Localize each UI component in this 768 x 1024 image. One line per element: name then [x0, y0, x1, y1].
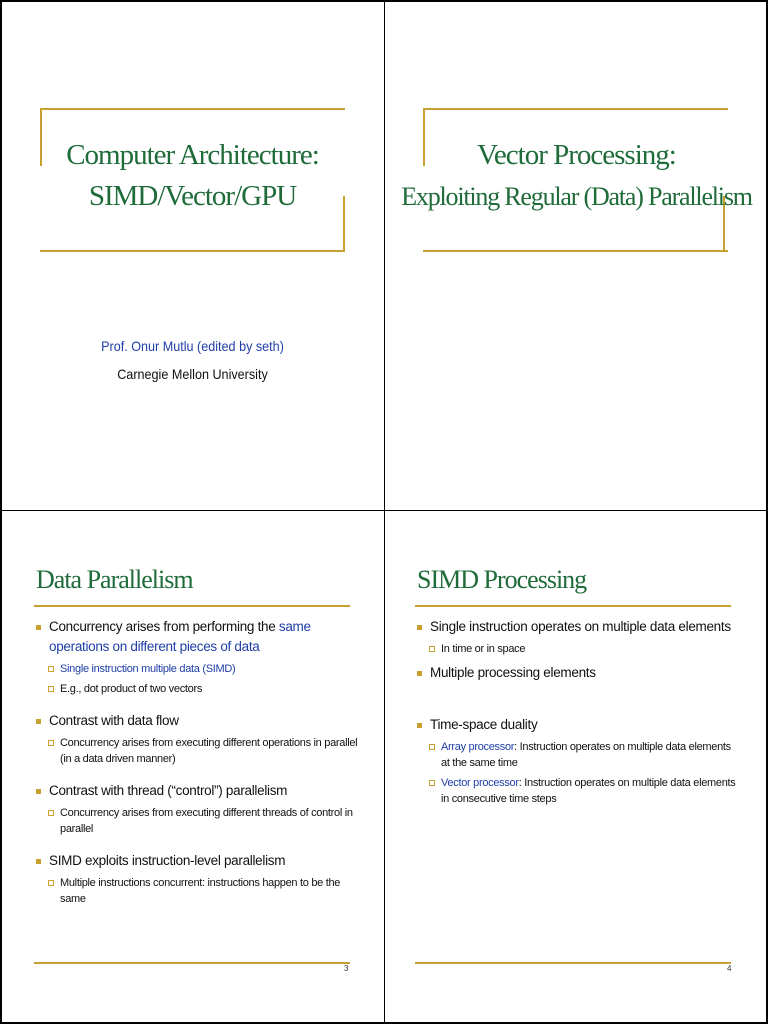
slide-3-data-parallelism — [0, 511, 385, 1024]
university-name: Carnegie Mellon University — [117, 366, 268, 382]
title-frame-top — [423, 108, 728, 110]
title-line-2: Exploiting Regular (Data) Parallelism — [401, 182, 752, 211]
bullet-item: Multiple processing elements — [417, 663, 737, 683]
sub-bullet-item — [417, 775, 737, 807]
bullet-item: Contrast with thread (“control”) parallelism — [36, 781, 358, 801]
title-line-1: Computer Architecture: — [66, 139, 319, 171]
border-line — [0, 0, 768, 2]
border-line — [0, 510, 768, 511]
term-array-processor: Array processor — [441, 741, 515, 753]
page-number: 3 — [344, 964, 349, 973]
footer-rule — [34, 962, 350, 964]
title-frame-bottom — [423, 250, 728, 252]
footer-rule — [415, 962, 731, 964]
bullet-list — [417, 617, 737, 807]
sub-bullet-item — [417, 739, 737, 771]
border-line — [0, 0, 2, 1024]
slide-2-title — [385, 0, 768, 511]
title-frame-top — [40, 108, 345, 110]
slide-1-title — [0, 0, 385, 511]
slide-title — [0, 135, 385, 217]
sub-bullet-item: Concurrency arises from executing different threads of control in parallel — [36, 805, 358, 837]
sub-bullet-item: Concurrency arises from executing different operations in parallel (in a data driven manner) — [36, 735, 358, 767]
bullet-item — [36, 617, 358, 657]
title-rule — [415, 605, 731, 607]
slide-title: Data Parallelism — [36, 565, 193, 594]
bullet-list — [36, 617, 358, 907]
bullet-highlight: same operations on different pieces of data — [49, 619, 311, 654]
sub-bullet-item: E.g., dot product of two vectors — [36, 681, 358, 697]
slide-title: SIMD Processing — [417, 565, 587, 594]
spacer — [417, 683, 737, 705]
title-line-1: Vector Processing: — [477, 139, 676, 171]
title-rule — [34, 605, 350, 607]
author-name: Prof. Onur Mutlu (edited by seth) — [101, 338, 284, 354]
bullet-item: SIMD exploits instruction-level parallelism — [36, 851, 358, 871]
term-vector-processor: Vector processor — [441, 777, 519, 789]
bullet-item: Time-space duality — [417, 715, 737, 735]
bullet-item: Contrast with data flow — [36, 711, 358, 731]
slide-title — [385, 135, 768, 217]
term-definition: : Instruction operates on multiple data elements in consecutive time steps — [441, 777, 736, 805]
title-frame-bottom — [40, 250, 345, 252]
sub-bullet-item: Single instruction multiple data (SIMD) — [36, 661, 358, 677]
title-line-2: SIMD/Vector/GPU — [88, 180, 297, 212]
bullet-text: Concurrency arises from performing the — [49, 619, 279, 634]
slide-4-simd-processing — [385, 511, 768, 1024]
sub-bullet-item: Multiple instructions concurrent: instructions happen to be the same — [36, 875, 358, 907]
border-line — [384, 0, 385, 1024]
bullet-item: Single instruction operates on multiple data elements — [417, 617, 737, 637]
sub-bullet-item: In time or in space — [417, 641, 737, 657]
term-definition: : Instruction operates on multiple data elements at the same time — [441, 741, 731, 769]
page-number: 4 — [727, 964, 732, 973]
